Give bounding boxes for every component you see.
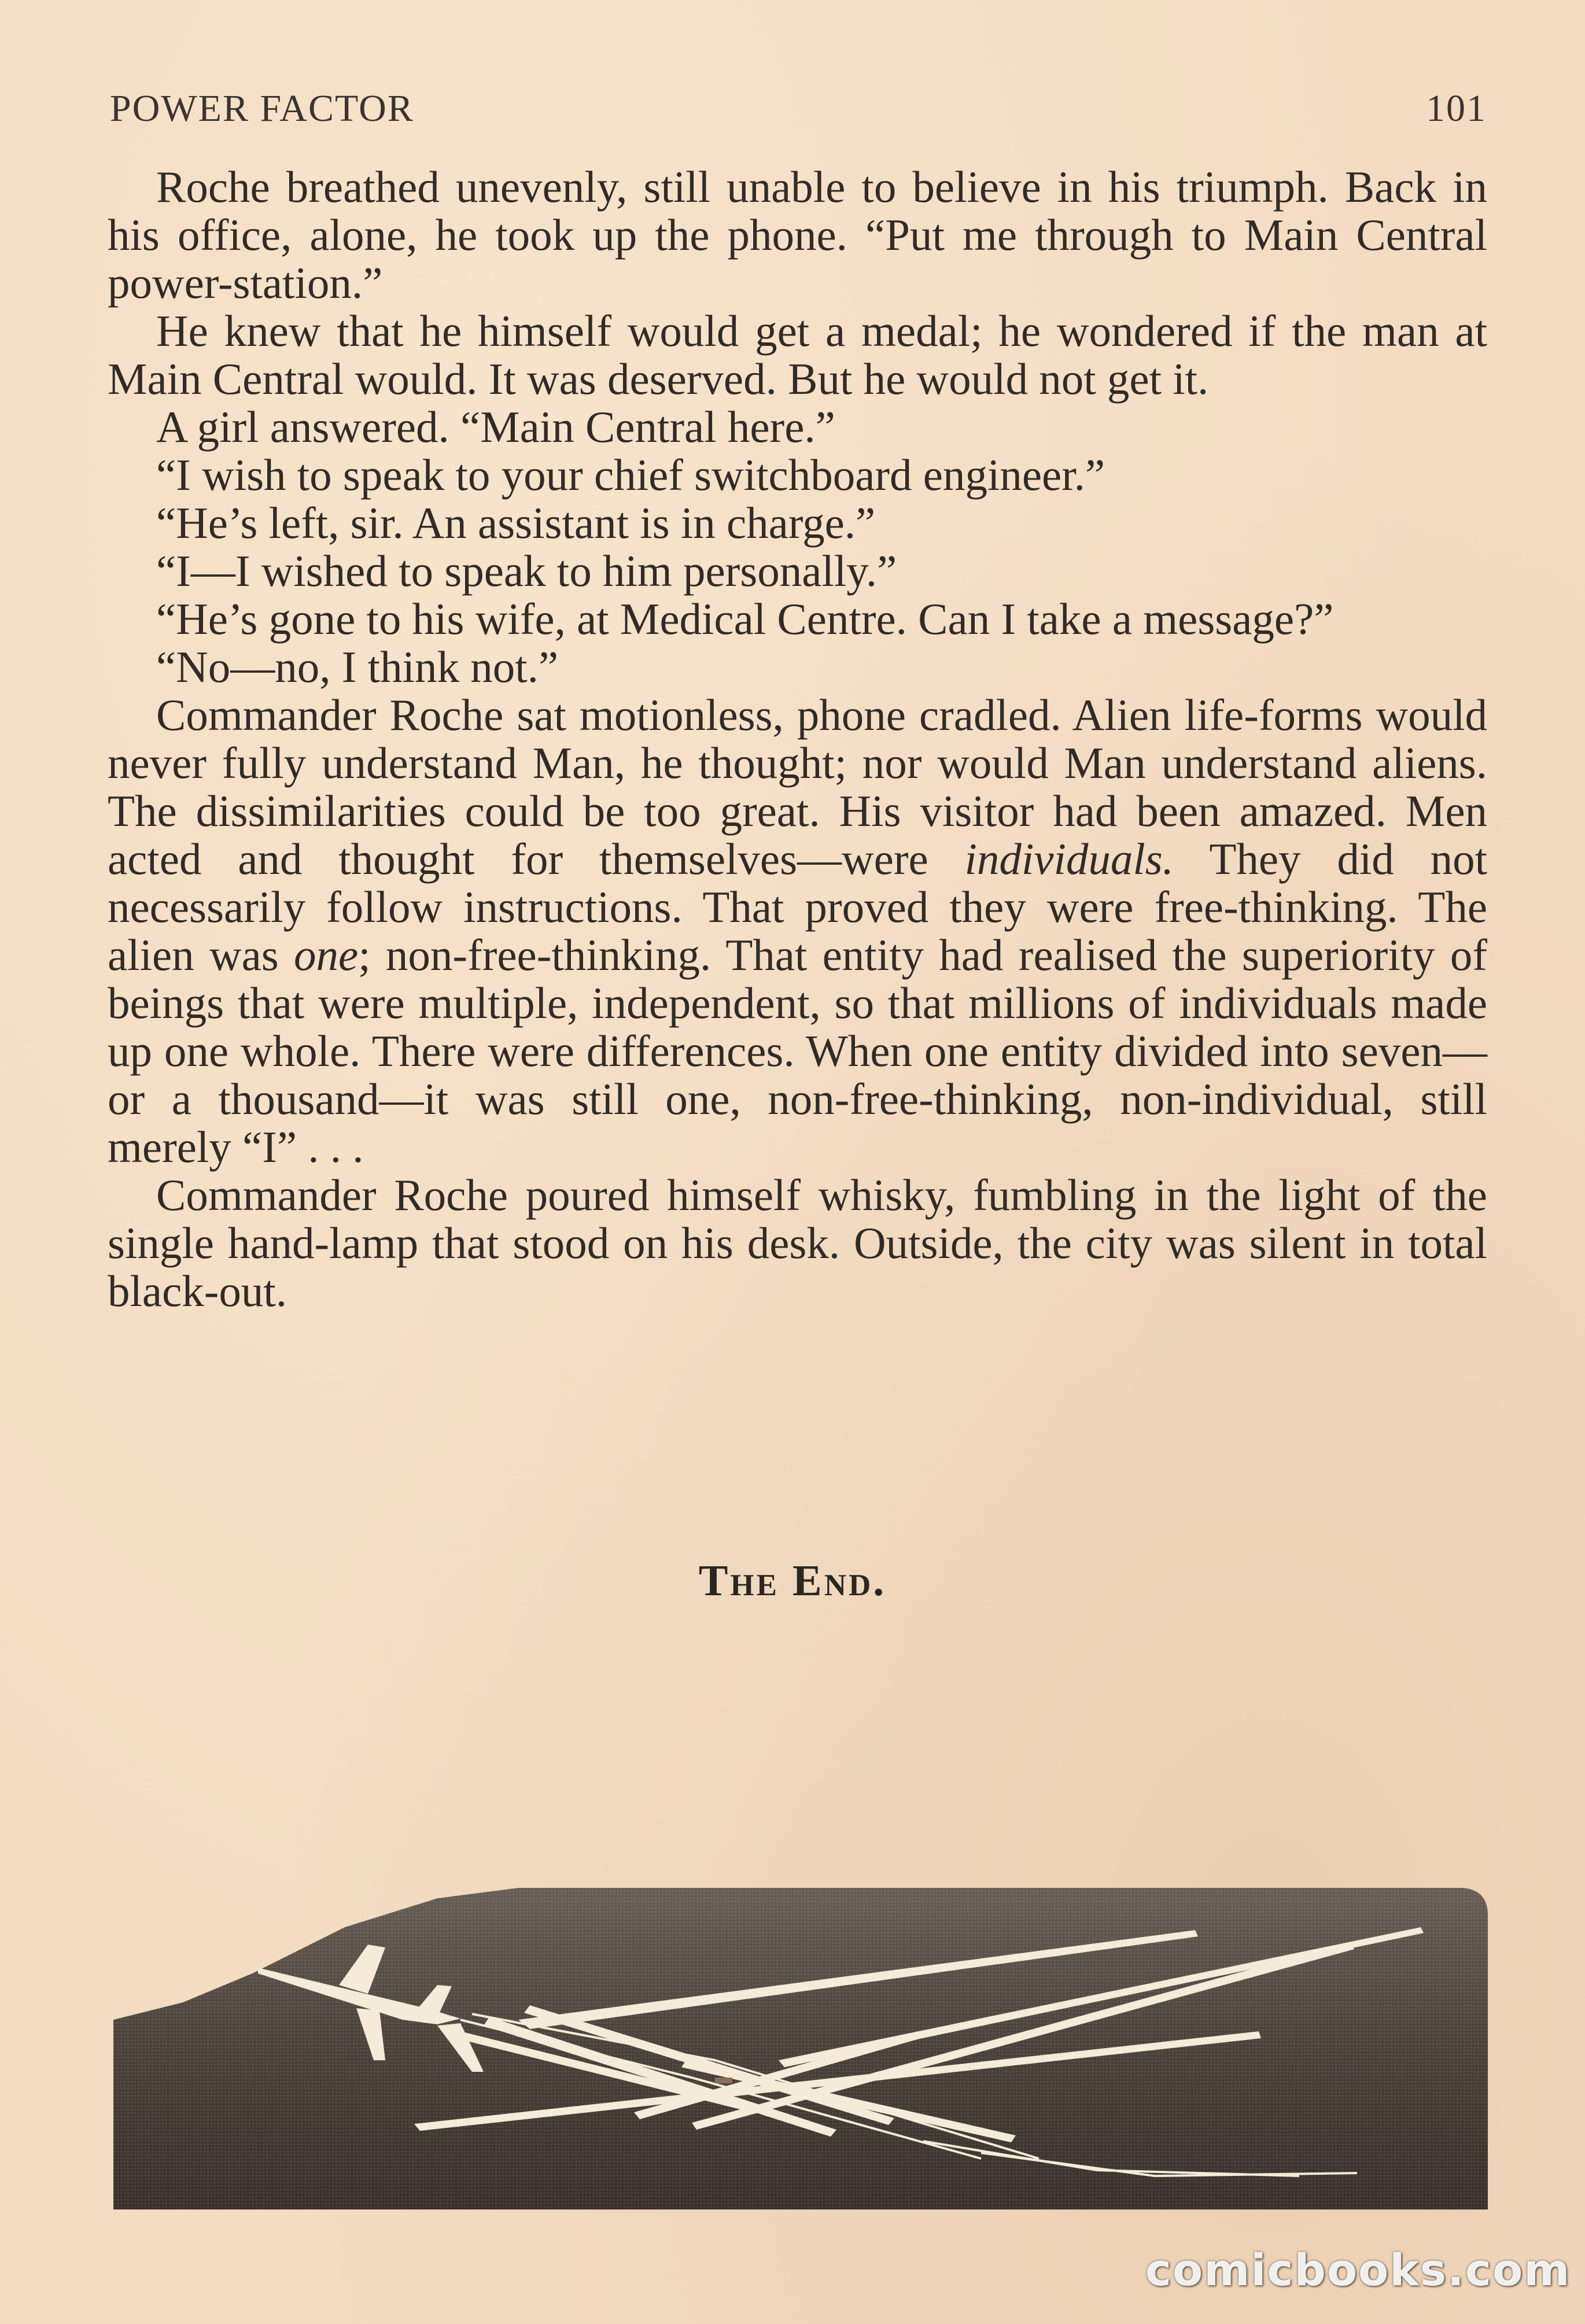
illustration-svg [113,1887,1489,2211]
rocket-streaks-illustration [113,1887,1489,2211]
paragraph: A girl answered. “Main Central here.” [156,402,835,452]
emphasis-one: one [294,930,359,980]
running-title: POWER FACTOR [110,87,414,130]
paragraph: “He’s left, sir. An assistant is in charge.” [156,498,876,548]
paragraph-final: Commander Roche poured himself whisky, fumbling in the light of the single hand-lamp that stood on his desk. Outside, the city was silent in total black-out. [108,1170,1487,1316]
paragraph: “I wish to speak to your chief switchboard engineer.” [156,450,1105,500]
the-end-heading: The End. [698,1556,887,1605]
watermark-logo: comicbooks.com [1145,2244,1571,2296]
page-number: 101 [1426,87,1487,130]
paragraph-segment: ; non-free-thinking. That entity had realised the superiority of beings that were multiple, independent, so that millions of individuals made up one whole. There were differences. When one entity divided into seven—or a thousand—it was still one, non-free-thinking, non-individual, still merely “I” . . . [108,930,1487,1172]
paragraph: “I—I wished to speak to him personally.” [156,546,897,596]
paragraph: He knew that he himself would get a medal; he wondered if the man at Main Central would. It was deserved. But he would not get it. [108,306,1487,404]
paragraph: “He’s gone to his wife, at Medical Centre. Can I take a message?” [156,594,1334,644]
paragraph: Roche breathed unevenly, still unable to believe in his triumph. Back in his office, alone, he took up the phone. “Put me through to Main Central power-station.” [108,162,1487,308]
running-head [110,87,1487,133]
paragraph-long [108,691,1487,1171]
paragraph: “No—no, I think not.” [156,642,559,692]
emphasis-individuals: individuals. [964,834,1174,884]
story-text [108,163,1487,1315]
paragraph-segment: They did not necessarily follow instructions. That proved they were free-thinking. The alien was [108,834,1487,980]
paragraph-segment: Commander Roche sat motionless, phone cradled. Alien life-forms would never fully understand Man, he thought; nor would Man understand aliens. The dissimilarities could be too great. His visitor had been amazed. Men acted and thought for themselves—were [108,690,1487,884]
